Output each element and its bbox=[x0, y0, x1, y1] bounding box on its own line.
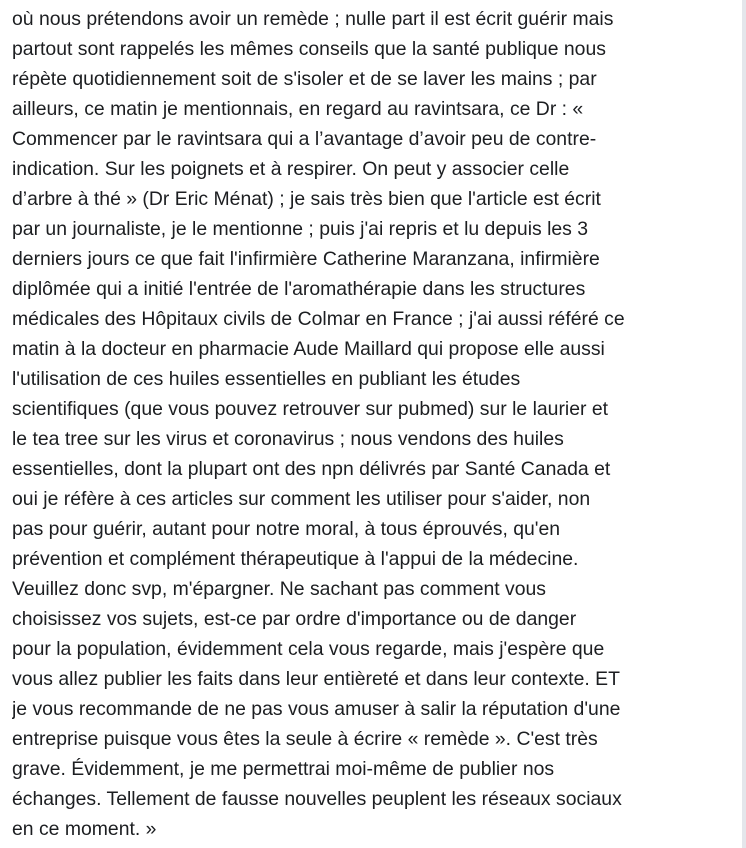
post-line: prévention et complément thérapeutique à l'appui de la médecine. bbox=[12, 548, 579, 570]
post-line: scientifiques (que vous pouvez retrouver sur pubmed) sur le laurier et bbox=[12, 398, 609, 420]
post-line: où nous prétendons avoir un remède ; nulle part il est écrit guérir mais bbox=[12, 8, 614, 30]
post-text bbox=[12, 4, 625, 844]
post-body bbox=[12, 0, 740, 848]
post-line: médicales des Hôpitaux civils de Colmar en France ; j'ai aussi référé ce bbox=[12, 308, 625, 330]
post-line: pour la population, évidemment cela vous regarde, mais j'espère que bbox=[12, 638, 605, 660]
post-line: diplômée qui a initié l'entrée de l'aromathérapie dans les structures bbox=[12, 278, 586, 300]
post-line: répète quotidiennement soit de s'isoler et de se laver les mains ; par bbox=[12, 68, 597, 90]
post-line: Veuillez donc svp, m'épargner. Ne sachant pas comment vous bbox=[12, 578, 546, 600]
post-line: grave. Évidemment, je me permettrai moi-même de publier nos bbox=[12, 758, 555, 780]
post-line: par un journaliste, je le mentionne ; puis j'ai repris et lu depuis les 3 bbox=[12, 218, 589, 240]
post-line: Commencer par le ravintsara qui a l’avantage d’avoir peu de contre- bbox=[12, 128, 597, 150]
post-line: l'utilisation de ces huiles essentielles en publiant les études bbox=[12, 368, 521, 390]
post-line: le tea tree sur les virus et coronavirus ; nous vendons des huiles bbox=[12, 428, 564, 450]
post-line: en ce moment. » bbox=[12, 818, 157, 840]
post-line: oui je réfère à ces articles sur comment les utiliser pour s'aider, non bbox=[12, 488, 591, 510]
post-line: matin à la docteur en pharmacie Aude Maillard qui propose elle aussi bbox=[12, 338, 605, 360]
post-line: derniers jours ce que fait l'infirmière Catherine Maranzana, infirmière bbox=[12, 248, 600, 270]
post-line: vous allez publier les faits dans leur entièreté et dans leur contexte. ET bbox=[12, 668, 620, 690]
post-line: essentielles, dont la plupart ont des npn délivrés par Santé Canada et bbox=[12, 458, 611, 480]
post-line: ailleurs, ce matin je mentionnais, en regard au ravintsara, ce Dr : « bbox=[12, 98, 584, 120]
post-line: pas pour guérir, autant pour notre moral, à tous éprouvés, qu'en bbox=[12, 518, 561, 540]
post-line: entreprise puisque vous êtes la seule à écrire « remède ». C'est très bbox=[12, 728, 598, 750]
post-line: d’arbre à thé » (Dr Eric Ménat) ; je sais très bien que l'article est écrit bbox=[12, 188, 601, 210]
window-edge bbox=[742, 0, 746, 848]
post-line: indication. Sur les poignets et à respirer. On peut y associer celle bbox=[12, 158, 570, 180]
post-line: partout sont rappelés les mêmes conseils que la santé publique nous bbox=[12, 38, 606, 60]
post-line: choisissez vos sujets, est-ce par ordre d'importance ou de danger bbox=[12, 608, 577, 630]
post-line: je vous recommande de ne pas vous amuser à salir la réputation d'une bbox=[12, 698, 621, 720]
post-line: échanges. Tellement de fausse nouvelles peuplent les réseaux sociaux bbox=[12, 788, 622, 810]
